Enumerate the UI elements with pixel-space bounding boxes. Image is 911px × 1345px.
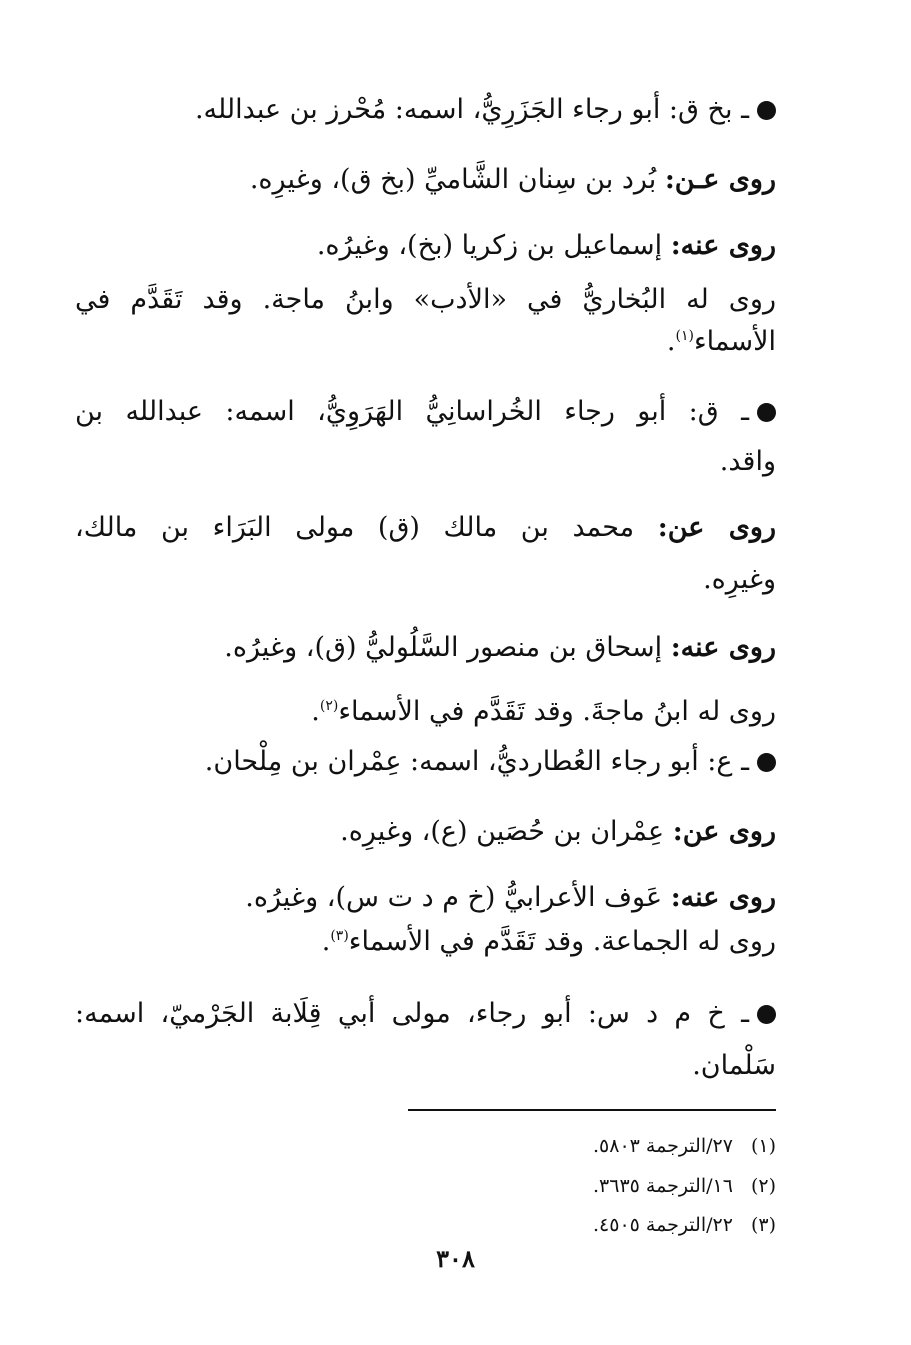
entry-2-heading-line2: واقد. bbox=[719, 446, 776, 477]
footnote-number: (٢) bbox=[750, 1175, 776, 1197]
entry-1-rawa-anhu bbox=[317, 226, 776, 266]
entry-3-rawa-lahu bbox=[322, 922, 776, 962]
entry-1-rawa-lahu-line1: روى له البُخاريُّ في «الأدب» وابنُ ماجة. وقد تَقَدَّم في bbox=[75, 284, 776, 315]
period: . bbox=[311, 696, 320, 727]
rawa-an-label: روى عن: bbox=[672, 816, 776, 847]
rawa-an-label: روى عن: bbox=[657, 512, 776, 543]
rawa-anhu-text: عَوف الأعرابيُّ (خ م د ت س)، وغيرُه. bbox=[245, 882, 663, 913]
entry-2-rawa-an-line2: وغيرِه. bbox=[703, 564, 776, 595]
entry-1-rawa-an bbox=[250, 160, 776, 200]
footnote-ref-3: (٣) bbox=[330, 928, 349, 944]
entry-4-heading-line2: سَلْمان. bbox=[692, 1050, 776, 1081]
bullet-icon bbox=[757, 1005, 776, 1024]
footnote-2 bbox=[593, 1172, 776, 1200]
rawa-anhu-label: روى عنه: bbox=[670, 632, 776, 663]
bullet-icon bbox=[757, 101, 776, 120]
rawa-anhu-text: إسماعيل بن زكريا (بخ)، وغيرُه. bbox=[316, 230, 663, 261]
entry-1-heading bbox=[195, 90, 776, 130]
footnote-number: (٣) bbox=[750, 1214, 776, 1236]
footnote-text: ٢٧/الترجمة ٥٨٠٣. bbox=[592, 1135, 733, 1157]
period: . bbox=[666, 326, 676, 357]
entry-3-heading-text: ـ ع: أبو رجاء العُطارديُّ، اسمه: عِمْران بن مِلْحان. bbox=[204, 746, 749, 777]
page-number: ٣٠٨ bbox=[436, 1244, 475, 1273]
rawa-lahu-text: روى له ابنُ ماجةَ. وقد تَقَدَّم في الأسماء bbox=[338, 696, 776, 727]
rawa-an-text: عِمْران بن حُصَين (ع)، وغيرِه. bbox=[340, 816, 665, 847]
entry-2-rawa-an-line1 bbox=[75, 508, 776, 548]
footnote-3 bbox=[593, 1211, 776, 1239]
entry-4-heading-line1 bbox=[75, 994, 776, 1034]
rawa-anhu-label: روى عنه: bbox=[670, 230, 776, 261]
entry-2-rawa-lahu bbox=[311, 692, 776, 732]
bullet-icon bbox=[757, 403, 776, 422]
period: . bbox=[321, 926, 331, 957]
entry-4-heading-text: ـ خ م د س: أبو رجاء، مولى أبي قِلَابة الجَرْميّ، اسمه: bbox=[75, 998, 749, 1029]
rawa-an-text: محمد بن مالك (ق) مولى البَرَاء بن مالك، bbox=[75, 512, 635, 543]
entry-2-heading-text: ـ ق: أبو رجاء الخُراسانِيُّ الهَرَوِيُّ، اسمه: عبدالله بن bbox=[75, 396, 749, 427]
entry-2-rawa-anhu bbox=[224, 628, 776, 668]
entry-2-heading-line1 bbox=[75, 392, 776, 432]
entry-1-rawa-lahu-line2 bbox=[667, 322, 776, 362]
rawa-anhu-label: روى عنه: bbox=[670, 882, 776, 913]
rawa-an-label: روى عـن: bbox=[664, 164, 776, 195]
entry-3-rawa-anhu bbox=[245, 878, 776, 918]
footnote-text: ١٦/الترجمة ٣٦٣٥. bbox=[592, 1175, 733, 1197]
rawa-lahu-text: روى له الجماعة. وقد تَقَدَّم في الأسماء bbox=[348, 926, 776, 957]
footnote-1 bbox=[593, 1132, 776, 1160]
entry-3-rawa-an bbox=[340, 812, 776, 852]
footnote-separator bbox=[408, 1109, 776, 1111]
entry-1-heading-text: ـ بخ ق: أبو رجاء الجَزَرِيُّ، اسمه: مُحْرز بن عبدالله. bbox=[194, 94, 749, 125]
footnote-ref-2: (٢) bbox=[319, 698, 339, 714]
footnote-number: (١) bbox=[750, 1135, 776, 1157]
footnote-text: ٢٢/الترجمة ٤٥٠٥. bbox=[592, 1214, 733, 1236]
rawa-lahu-text: الأسماء bbox=[693, 326, 776, 357]
entry-3-heading bbox=[205, 742, 776, 782]
footnote-ref-1: (١) bbox=[675, 328, 694, 344]
rawa-an-text: بُرد بن سِنان الشَّاميِّ (بخ ق)، وغيرِه. bbox=[249, 164, 657, 195]
rawa-anhu-text: إسحاق بن منصور السَّلُوليُّ (ق)، وغيرُه. bbox=[224, 632, 663, 663]
bullet-icon bbox=[757, 753, 776, 772]
